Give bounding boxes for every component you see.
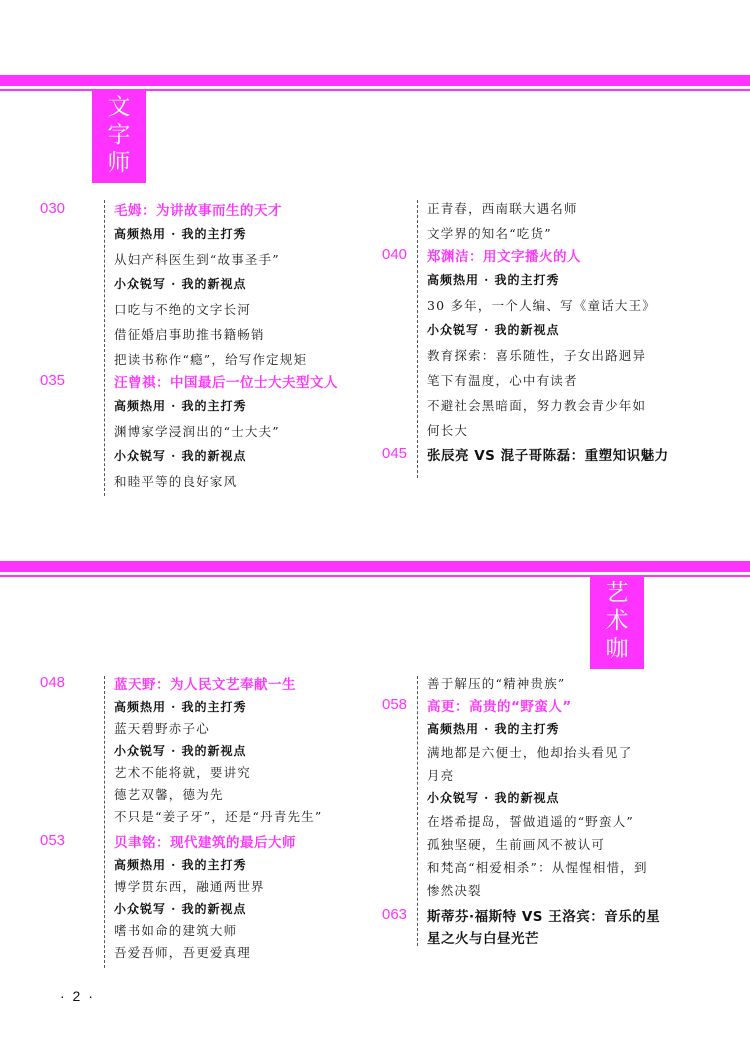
toc-entry[interactable] bbox=[382, 246, 722, 443]
toc-item: 30 多年，一个人编、写《童话大王》 bbox=[427, 298, 656, 313]
toc-item: 满地都是六便士，他却抬头看见了 bbox=[427, 745, 633, 760]
section-tag-writers bbox=[92, 91, 146, 183]
tag-char: 咖 bbox=[605, 636, 629, 662]
subheading: 小众锐写 · 我的新视点 bbox=[114, 902, 247, 916]
toc-item: 把读书称作“瘾”，给写作定规矩 bbox=[114, 352, 308, 367]
toc-entry[interactable] bbox=[40, 674, 340, 828]
toc-item: 口吃与不绝的文字长河 bbox=[114, 302, 252, 317]
page-ref: 053 bbox=[40, 832, 66, 849]
toc-entry[interactable] bbox=[382, 906, 722, 950]
subheading: 小众锐写 · 我的新视点 bbox=[114, 744, 247, 758]
toc-item: 何长大 bbox=[427, 423, 469, 438]
toc-item: 艺术不能将就，要讲究 bbox=[114, 765, 252, 780]
section-tag-artists bbox=[590, 577, 644, 669]
toc-item: 蓝天碧野赤子心 bbox=[114, 721, 210, 736]
entry-title: 高更：高贵的“野蛮人” bbox=[427, 699, 572, 715]
toc-item: 和梵高“相爱相杀”：从惺惺相惜，到 bbox=[427, 860, 648, 875]
entry-title-continued: 星之火与白昼光芒 bbox=[427, 931, 539, 947]
toc-item-continued: 文学界的知名“吃货” bbox=[427, 226, 552, 241]
toc-entry[interactable] bbox=[382, 445, 722, 467]
toc-item: 教育探索：喜乐随性，子女出路迥异 bbox=[427, 348, 647, 363]
toc-item: 笔下有温度，心中有读者 bbox=[427, 373, 578, 388]
subheading: 高频热用 · 我的主打秀 bbox=[114, 858, 247, 872]
toc-item: 德艺双馨，德为先 bbox=[114, 787, 224, 802]
entry-title: 毛姆：为讲故事而生的天才 bbox=[114, 203, 282, 219]
page-ref: 058 bbox=[382, 696, 408, 713]
toc-item: 从妇产科医生到“故事圣手” bbox=[114, 252, 280, 267]
toc-entry[interactable] bbox=[40, 200, 340, 372]
page-ref: 048 bbox=[40, 674, 66, 691]
subheading: 高频热用 · 我的主打秀 bbox=[114, 399, 247, 413]
tag-char: 师 bbox=[107, 150, 131, 176]
toc-item: 嗜书如命的建筑大师 bbox=[114, 923, 238, 938]
toc-entry[interactable] bbox=[40, 372, 340, 494]
page-ref: 035 bbox=[40, 372, 66, 389]
page-ref: 040 bbox=[382, 246, 408, 263]
page-ref: 063 bbox=[382, 906, 408, 923]
toc-item-continued: 善于解压的“精神贵族” bbox=[427, 676, 566, 691]
subheading: 高频热用 · 我的主打秀 bbox=[114, 227, 247, 241]
subheading: 小众锐写 · 我的新视点 bbox=[114, 449, 247, 463]
toc-item-continued: 正青春，西南联大遇名师 bbox=[427, 201, 578, 216]
toc-column-left-1 bbox=[40, 200, 340, 494]
toc-entry[interactable] bbox=[40, 832, 340, 964]
entry-title: 斯蒂芬·福斯特 VS 王洛宾：音乐的星 bbox=[427, 909, 661, 925]
toc-item: 在塔希提岛，誓做逍遥的“野蛮人” bbox=[427, 814, 634, 829]
toc-item: 吾爱吾师，吾更爱真理 bbox=[114, 945, 252, 960]
page-number: · 2 · bbox=[60, 988, 95, 1004]
subheading: 高频热用 · 我的主打秀 bbox=[427, 273, 560, 287]
toc-entry[interactable] bbox=[382, 696, 722, 902]
entry-title: 贝聿铭：现代建筑的最后大师 bbox=[114, 835, 296, 851]
toc-item: 惨然决裂 bbox=[427, 883, 482, 898]
toc-item: 月亮 bbox=[427, 768, 455, 783]
toc-column-right-2 bbox=[382, 672, 722, 950]
toc-item: 博学贯东西，融通两世界 bbox=[114, 879, 265, 894]
toc-column-right-1 bbox=[382, 196, 722, 467]
subheading: 小众锐写 · 我的新视点 bbox=[427, 791, 560, 805]
top-bar-1 bbox=[0, 75, 750, 86]
tag-char: 艺 bbox=[605, 580, 629, 606]
page-ref: 045 bbox=[382, 445, 408, 462]
subheading: 高频热用 · 我的主打秀 bbox=[427, 722, 560, 736]
entry-title: 张辰亮 VS 混子哥陈磊：重塑知识魅力 bbox=[427, 448, 669, 464]
page-ref: 030 bbox=[40, 200, 66, 217]
toc-item: 不避社会黑暗面，努力教会青少年如 bbox=[427, 398, 647, 413]
toc-column-left-2 bbox=[40, 674, 340, 964]
toc-item: 不只是“姜子牙”，还是“丹青先生” bbox=[114, 809, 323, 824]
top-bar-2 bbox=[0, 561, 750, 572]
toc-item: 借征婚启事助推书籍畅销 bbox=[114, 327, 265, 342]
subheading: 高频热用 · 我的主打秀 bbox=[114, 700, 247, 714]
toc-item: 孤独坚硬，生前画风不被认可 bbox=[427, 837, 606, 852]
subheading: 小众锐写 · 我的新视点 bbox=[114, 277, 247, 291]
tag-char: 字 bbox=[107, 122, 131, 148]
subheading: 小众锐写 · 我的新视点 bbox=[427, 323, 560, 337]
entry-title: 蓝天野：为人民文艺奉献一生 bbox=[114, 677, 296, 693]
entry-title: 郑渊洁：用文字播火的人 bbox=[427, 249, 581, 265]
entry-title: 汪曾祺：中国最后一位士大夫型文人 bbox=[114, 375, 338, 391]
toc-item: 渊博家学浸润出的“士大夫” bbox=[114, 424, 280, 439]
tag-char: 文 bbox=[107, 94, 131, 120]
tag-char: 术 bbox=[605, 608, 629, 634]
toc-item: 和睦平等的良好家风 bbox=[114, 474, 238, 489]
